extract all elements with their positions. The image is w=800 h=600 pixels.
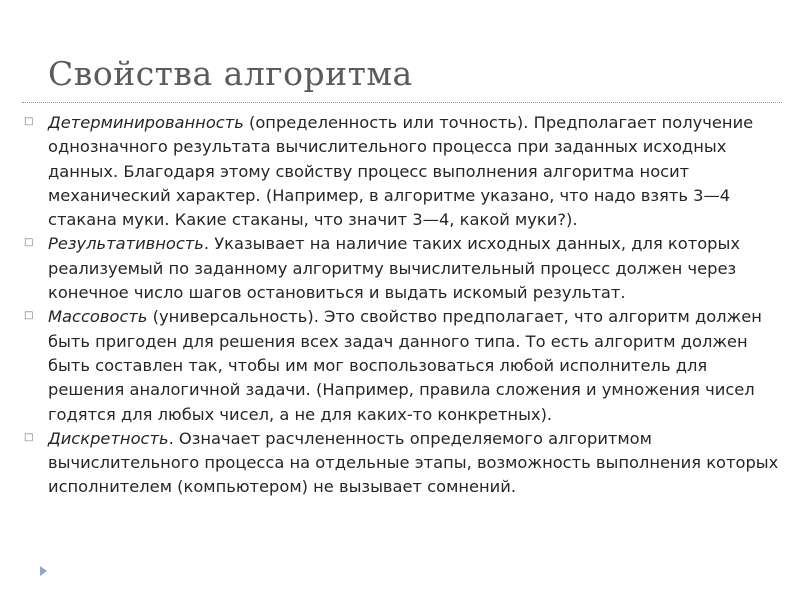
bullet-item-determinism [22,111,782,232]
triangle-arrow-icon [40,566,47,576]
bullet-term: Детерминированность [48,113,244,132]
bullet-text: . Означает расчлененность определяемого алгоритмом вычислительного процесса на отдельные этапы, возможность выполнения которых исполнителем (компьютером) не вызывает сомнений. [48,428,779,497]
bullet-text: (определенность или точность). Предполагает получение однозначного результата вычислительного процесса при заданных исходных данных. Благодаря этому свойству процесс выполнения алгоритма носит механический характер. (Например, в алгоритме указано, что надо взять 3—4 стакана муки. Какие стаканы, что значит 3—4, какой муки?). [48,113,754,230]
title-divider [22,102,782,103]
square-outline-bullet-icon: □ [24,237,34,249]
bullet-text: (универсальность). Это свойство предполагает, что алгоритм должен быть пригоден для решения всех задач данного типа. То есть алгоритм должен быть составлен так, чтобы им мог воспользоваться любой исполнитель для решения аналогичной задачи. (Например, правила сложения и умножения чисел годятся для любых чисел, а не для каких-то конкретных). [48,307,762,424]
square-outline-bullet-icon: □ [24,431,34,443]
bullet-list [22,111,782,500]
bullet-text: . Указывает на наличие таких исходных данных, для которых реализуемый по заданному алгоритму вычислительный процесс должен через конечное число шагов остановиться и выдать искомый результат. [48,234,740,303]
square-outline-bullet-icon: □ [24,116,34,127]
slide-title: Свойства алгоритма [48,54,413,93]
bullet-item-effectiveness [22,232,782,305]
bullet-term: Результативность [48,234,204,254]
square-outline-bullet-icon: □ [24,310,34,322]
bullet-item-massiveness [22,305,782,426]
bullet-term: Массовость [48,307,148,327]
bullet-item-discreteness [22,427,782,500]
bullet-term: Дискретность [48,428,169,448]
